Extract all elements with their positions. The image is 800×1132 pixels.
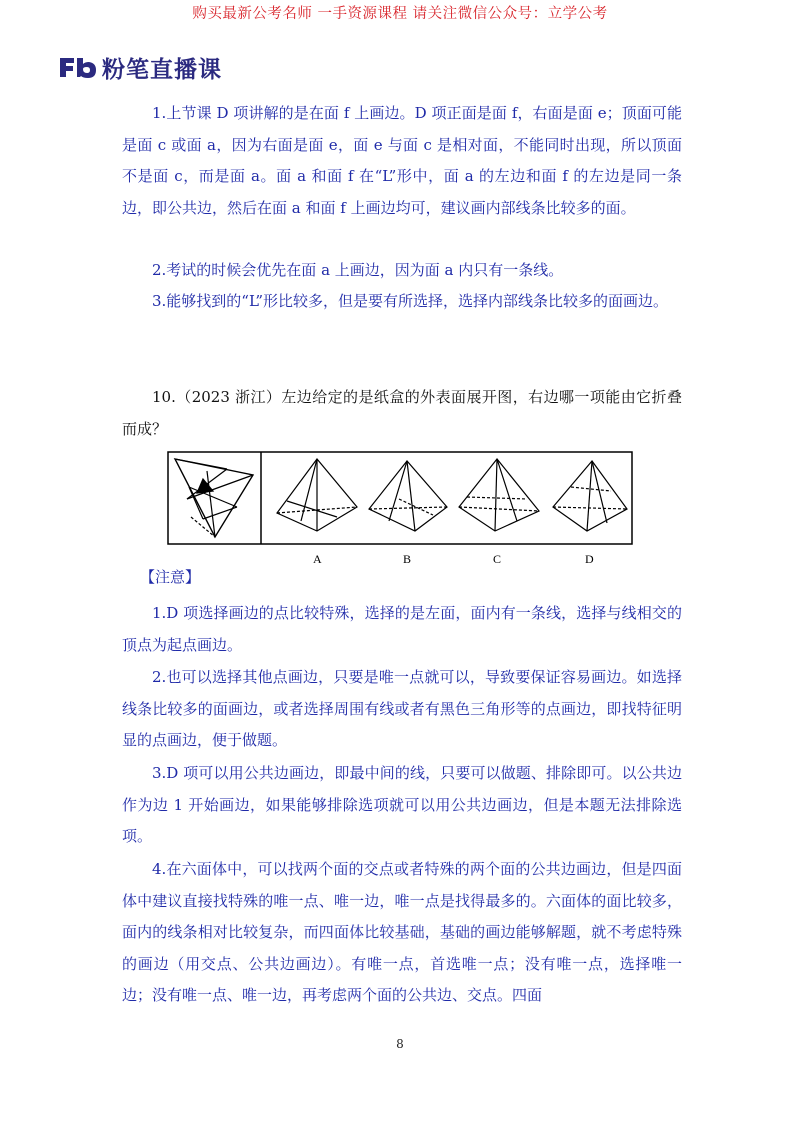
section1-paragraph-3: 3.能够找到的“L”形比较多，但是要有所选择，选择内部线条比较多的面画边。 — [152, 292, 669, 310]
brand-name: 粉笔直播课 — [102, 56, 222, 83]
option-label-d: D — [585, 552, 594, 566]
note-paragraph-2: 2.也可以选择其他点画边，只要是唯一点就可以，导致要保证容易画边。如选择线条比较多的面画边，或者选择周围有线或者有黑色三角形等的点画边，即找特征明显的点画边，便于做题。 — [122, 668, 682, 749]
note-title: 【注意】 — [140, 568, 201, 586]
option-b-drawing — [369, 461, 447, 531]
option-d-drawing — [553, 461, 627, 531]
note-paragraph-3: 3.D 项可以用公共边画边，即最中间的线，只要可以做题、排除即可。以公共边作为边 1 开始画边，如果能够排除选项就可以用公共边画边，但是本题无法排除选项。 — [122, 764, 682, 845]
fb-logo-icon — [58, 54, 98, 80]
section1-paragraph-2: 2.考试的时候会优先在面 a 上画边，因为面 a 内只有一条线。 — [152, 261, 564, 279]
option-a-drawing — [277, 459, 357, 531]
section1-paragraph-1: 1.上节课 D 项讲解的是在面 f 上画边。D 项正面是面 f，右面是面 e；顶面可能是面 c 或面 a，因为右面是面 e，面 e 与面 c 是相对面，不能同时出现，所以顶面不是面 c，而是面 a。面 a 和面 f 在“L”形中，面 a 的左边和面 f 的左边是同一条边，即公共边，然后在面 a 和面 f 上画边均可，建议画内部线条比较多的面。 — [122, 104, 682, 217]
question-text: 10.（2023 浙江）左边给定的是纸盒的外表面展开图，右边哪一项能由它折叠而成？ — [122, 388, 682, 438]
option-label-c: C — [493, 552, 502, 566]
question-figure — [167, 451, 633, 571]
option-label-a: A — [313, 552, 322, 566]
net-drawing — [173, 458, 255, 539]
page-number: 8 — [396, 1037, 404, 1051]
option-label-b: B — [403, 552, 412, 566]
note-paragraph-1: 1.D 项选择画边的点比较特殊，选择的是左面，面内有一条线，选择与线相交的顶点为起点画边。 — [122, 604, 682, 654]
top-banner: 购买最新公考名师 一手资源课程 请关注微信公众号：立学公考 — [192, 6, 608, 22]
note-paragraph-4: 4.在六面体中，可以找两个面的交点或者特殊的两个面的公共边画边，但是四面体中建议直接找特殊的唯一点、唯一边，唯一点是找得最多的。六面体的面比较多，面内的线条相对比较复杂，而四面体比较基础，基础的画边能够解题，就不考虑特殊的画边（用交点、公共边画边）。有唯一点，首选唯一点；没有唯一点，选择唯一边；没有唯一点、唯一边，再考虑两个面的公共边、交点。四面 — [122, 860, 682, 1004]
figure-frame — [168, 452, 632, 544]
option-c-drawing — [459, 459, 539, 531]
brand-header — [58, 50, 222, 84]
